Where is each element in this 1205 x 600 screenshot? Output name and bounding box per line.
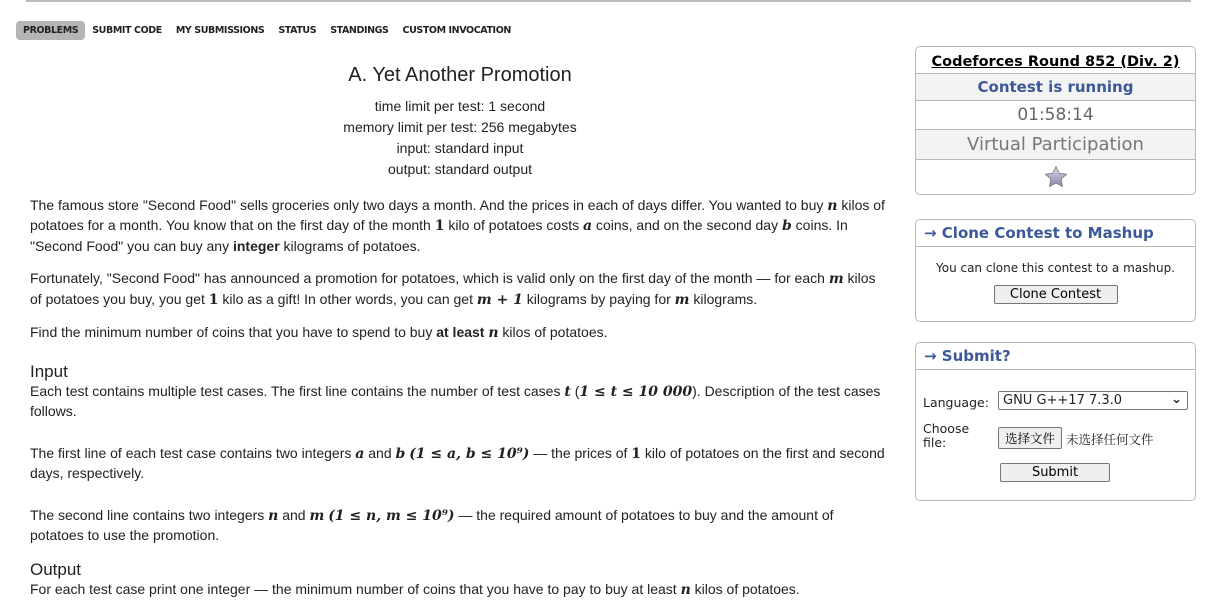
text-segment: ). Description of the test cases follows. [30,383,880,420]
output-spec [30,580,890,600]
math-expression: (1 ≤ a, b ≤ 10⁹) [409,446,529,462]
paragraph [30,506,890,546]
math-expression: 1 [631,446,641,462]
nav-tab-problems[interactable]: PROBLEMS [16,21,85,40]
input-heading: Input [30,362,890,382]
text-segment: and [278,507,309,523]
text-segment: kilo as a gift! In other words, you can get [219,291,477,307]
text-segment: coins. In "Second Food" you can buy any [30,217,848,254]
nav-tab-standings[interactable]: STANDINGS [323,21,395,40]
nav-tab-custom-invocation[interactable]: CUSTOM INVOCATION [396,21,518,40]
text-segment: kilo of potatoes costs [444,217,583,233]
submit-button[interactable]: Submit [1000,463,1110,482]
text-segment: kilos of potatoes for a month. You know that on the first day of the month [30,197,885,234]
math-expression: b [782,218,792,234]
text-segment: integer [233,238,280,254]
math-expression: (1 ≤ n, m ≤ 10⁹) [328,508,454,524]
language-value: GNU G++17 7.3.0 [1003,393,1122,408]
contest-status: Contest is running [916,74,1195,101]
contest-info-box [915,46,1196,195]
language-select[interactable] [998,391,1188,410]
text-segment: Fortunately, "Second Food" has announced a promotion for potatoes, which is valid only on the first day of the month — for each [30,270,829,286]
text-segment: and [364,445,395,461]
file-status: 未选择任何文件 [1066,430,1154,448]
star-icon[interactable] [1043,165,1069,189]
submit-heading: → Submit? [916,343,1195,370]
clone-heading: → Clone Contest to Mashup [916,220,1195,247]
limit-line: memory limit per test: 256 megabytes [30,117,890,138]
math-expression: n [827,198,837,214]
math-expression: n [681,582,691,598]
text-segment: Each test contains multiple test cases. The first line contains the number of test cases [30,383,564,399]
top-divider [26,0,1191,2]
text-segment: kilos of potatoes. [499,324,608,340]
contest-name-link[interactable]: Codeforces Round 852 (Div. 2) [931,54,1179,70]
clone-contest-box [915,219,1196,322]
math-expression: a [355,446,364,462]
nav-tab-my-submissions[interactable]: MY SUBMISSIONS [169,21,272,40]
math-expression: m [675,292,690,308]
text-segment: ( [571,383,580,399]
file-label: Choose file: [923,422,983,450]
math-expression: m [829,271,844,287]
contest-timer: 01:58:14 [916,101,1195,130]
math-expression: n [488,325,498,341]
paragraph [30,382,890,422]
nav-tab-status[interactable]: STATUS [271,21,323,40]
chevron-down-icon: ⌄ [1171,391,1182,408]
paragraph [30,580,890,600]
math-expression: 1 [435,218,445,234]
submit-box [915,342,1196,501]
legend-text [30,196,890,344]
output-heading: Output [30,560,890,580]
clone-text: You can clone this contest to a mashup. [916,261,1195,275]
choose-file-button[interactable]: 选择文件 [998,427,1062,449]
math-expression: t [564,384,570,400]
text-segment: coins, and on the second day [592,217,782,233]
math-expression: m [309,508,324,524]
text-segment: For each test case print one integer — the minimum number of coins that you have to pay to buy at least [30,581,681,597]
math-expression: 1 ≤ t ≤ 10 000 [579,384,692,400]
text-segment: The famous store "Second Food" sells groceries only two days a month. And the prices in each of days differ. You wanted to buy [30,197,827,213]
limit-line: time limit per test: 1 second [30,96,890,117]
text-segment: kilos of potatoes you buy, you get [30,270,876,307]
text-segment: kilograms of potatoes. [280,238,421,254]
paragraph [30,196,890,257]
paragraph [30,444,890,484]
contest-nav [16,21,518,40]
text-segment: — the prices of [529,445,631,461]
text-segment: kilo of potatoes on the first and second days, respectively. [30,445,885,482]
paragraph [30,269,890,310]
text-segment: kilograms by paying for [523,291,675,307]
math-expression: b [396,446,406,462]
text-segment: — the required amount of potatoes to buy and the amount of potatoes to use the promotion. [30,507,834,544]
text-segment: Find the minimum number of coins that you have to spend to buy [30,324,436,340]
participation-mode: Virtual Participation [916,130,1195,160]
paragraph [30,323,890,344]
math-expression: m + 1 [477,292,523,308]
limit-line: output: standard output [30,159,890,180]
math-expression: n [268,508,278,524]
problem-statement [30,60,890,600]
text-segment: The second line contains two integers [30,507,268,523]
problem-title: A. Yet Another Promotion [30,66,890,86]
input-spec [30,382,890,546]
problem-limits [30,96,890,180]
text-segment: The first line of each test case contains two integers [30,445,355,461]
limit-line: input: standard input [30,138,890,159]
math-expression: 1 [209,292,219,308]
text-segment: kilograms. [689,291,757,307]
clone-contest-button[interactable]: Clone Contest [994,285,1118,304]
text-segment: kilos of potatoes. [691,581,800,597]
language-label: Language: [923,395,989,410]
nav-tab-submit-code[interactable]: SUBMIT CODE [85,21,169,40]
text-segment: at least [436,324,484,340]
math-expression: a [583,218,592,234]
